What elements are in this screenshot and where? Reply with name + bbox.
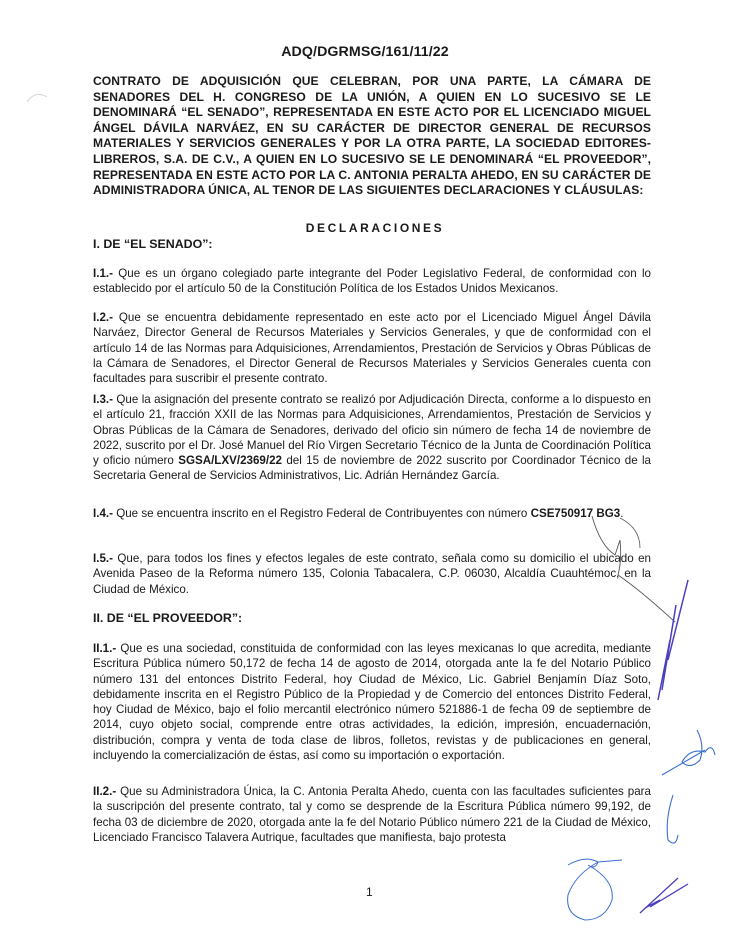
- paragraph-text: Que su Administradora Única, la C. Antonia Peralta Ahedo, cuenta con las facultades suficientes para la suscripción del presente contrato, tal y como se desprende de la Escritura Pública número 99,192, de fecha 03 de diciembre de 2020, otorgada ante la fe del Notario Público número 221 de la Ciudad de México, Licenciado Francisco Talavera Autrique, facultades que manifiesta, bajo protesta: [93, 785, 651, 844]
- rfc-number: CSE750917 BG3: [530, 507, 621, 520]
- official-letter-number: SGSA/LXV/2369/22: [178, 454, 282, 468]
- paragraph-text: del 15 de noviembre de 2022 suscrito por Coordinador Técnico de la Secretaria General de Servicios Administrativos, Lic. Adrián Hernández García.: [93, 454, 652, 483]
- paragraph-text: Que la asignación del presente contrato se realizó por Adjudicación Directa, conforme a lo dispuesto en el artículo 21, fracción XXII de las Normas para Adquisiciones, Arrendamientos, Prestación de Servicios y Obras Públicas de la Cámara de Senadores, derivado del oficio sin número de fecha 14 de noviembre de 2022, suscrito por el Dr. José Manuel del Río Virgen Secretario Técnico de la Junta de Coordinación Política y oficio número: [93, 393, 651, 468]
- paragraph-text: Que, para todos los fines y efectos legales de este contrato, señala como su domicilio el ubicado en Avenida Paseo de la Reforma número 135, Colonia Tabacalera, C.P. 06030, Alcaldía Cuauhtémoc, en la Ciudad de México.: [93, 552, 651, 596]
- page-number: 1: [366, 885, 373, 899]
- signature-violet-initials: [640, 878, 688, 913]
- paragraph-1-5: [93, 551, 651, 597]
- signature-blue-initials: [662, 730, 715, 775]
- signature-gray-loop: [620, 518, 640, 548]
- paragraph-label: I.1.-: [93, 267, 113, 280]
- paragraph-2-2: [93, 784, 651, 845]
- signature-violet-stroke: [658, 580, 688, 700]
- paragraph-1-4: [93, 506, 651, 521]
- signature-blue-loop: [667, 795, 678, 843]
- paragraph-text: Que se encuentra inscrito en el Registro Federal de Contribuyentes con número: [112, 507, 531, 520]
- signature-blue-circle: [568, 859, 622, 920]
- contract-reference: ADQ/DGRMSG/161/11/22: [281, 44, 449, 60]
- paragraph-label: I.3.-: [93, 393, 113, 406]
- paragraph-2-1: [93, 641, 651, 763]
- paragraph-text: Que se encuentra debidamente representado en este acto por el Licenciado Miguel Ángel Dávila Narváez, Director General de Recursos Materiales y Servicios Generales, y que de conformidad con el artículo 14 de las Normas para Adquisiciones, Arrendamientos, Prestación de Servicios y Obras Públicas de la Cámara de Senadores, el Director General de Recursos Materiales y Servicios Generales cuenta con facultades para suscribir el presente contrato.: [93, 311, 651, 386]
- paragraph-label: I.5.-: [93, 552, 113, 565]
- section-heading-proveedor: II. DE “EL PROVEEDOR”:: [93, 611, 243, 625]
- paragraph-label: I.2.-: [93, 311, 113, 324]
- paragraph-end: .: [620, 507, 624, 520]
- contract-intro: CONTRATO DE ADQUISICIÓN QUE CELEBRAN, POR UNA PARTE, LA CÁMARA DE SENADORES DEL H. CONGRESO DE LA UNIÓN, A QUIEN EN LO SUCESIVO SE LE DENOMINARÁ “EL SENADO”, REPRESENTADA EN ESTE ACTO POR EL LICENCIADO MIGUEL ÁNGEL DÁVILA NARVÁEZ, EN SU CARÁCTER DE DIRECTOR GENERAL DE RECURSOS MATERIALES Y SERVICIOS GENERALES Y POR LA OTRA PARTE, LA SOCIEDAD EDITORES-LIBREROS, S.A. DE C.V., A QUIEN EN LO SUCESIVO SE LE DENOMINARÁ “EL PROVEEDOR”, REPRESENTADA EN ESTE ACTO POR LA C. ANTONIA PERALTA AHEDO, EN SU CARÁCTER DE ADMINISTRADORA ÚNICA, AL TENOR DE LAS SIGUIENTES DECLARACIONES Y CLÁUSULAS:: [93, 74, 651, 198]
- paragraph-1-3: [93, 392, 651, 484]
- paragraph-1-1: [93, 266, 651, 297]
- section-heading-senado: I. DE “EL SENADO”:: [93, 237, 213, 251]
- paragraph-label: II.2.-: [93, 785, 117, 798]
- paragraph-label: II.1.-: [93, 642, 117, 655]
- paragraph-text: Que es un órgano colegiado parte integrante del Poder Legislativo Federal, de conformidad con lo establecido por el artículo 50 de la Constitución Política de los Estados Unidos Mexicanos.: [93, 267, 651, 296]
- paragraph-label: I.4.-: [93, 507, 113, 520]
- declarations-title: DECLARACIONES: [305, 221, 445, 235]
- paragraph-1-2: [93, 310, 651, 386]
- margin-arc-mark: [27, 94, 47, 102]
- paragraph-text: Que es una sociedad, constituida de conformidad con las leyes mexicanas lo que acredita, mediante Escritura Pública número 50,172 de fecha 14 de agosto de 2014, otorgada ante la fe del Notario Público número 131 del entonces Distrito Federal, hoy Ciudad de México, Lic. Gabriel Benjamín Díaz Soto, debidamente inscrita en el Registro Público de la Propiedad y de Comercio del entonces Distrito Federal, hoy Ciudad de México, bajo el folio mercantil electrónico número 521886-1 de fecha 09 de septiembre de 2014, cuyo objeto social, comprende entre otras actividades, la edición, impresión, encuadernación, distribución, compra y venta de toda clase de libros, folletos, revistas y de publicaciones en general, incluyendo la comercialización de éstas, así como su importación o exportación.: [93, 642, 651, 763]
